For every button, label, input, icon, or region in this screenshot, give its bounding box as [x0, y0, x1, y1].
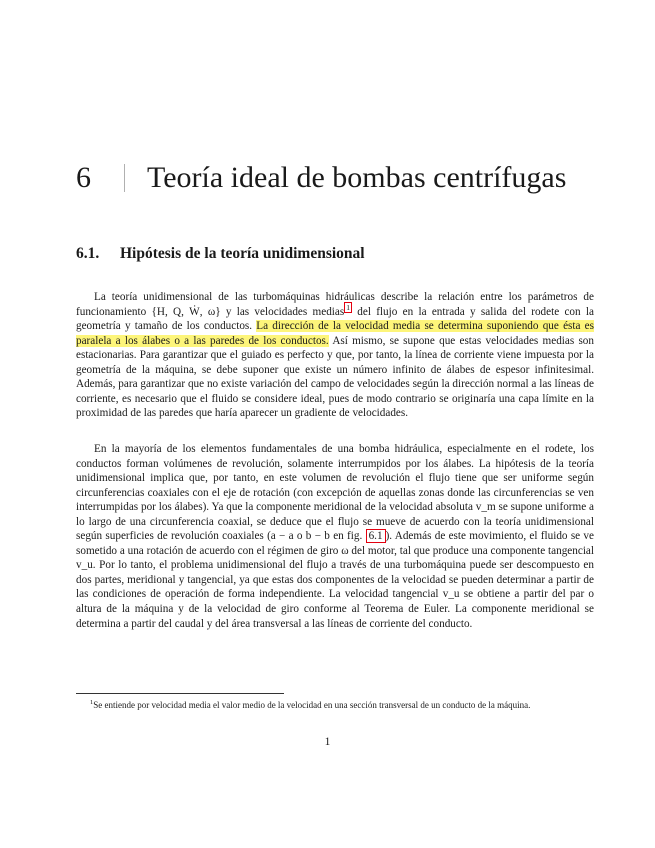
footnote — [76, 697, 594, 711]
paragraph-2-text-a: En la mayoría de los elementos fundamentales de una bomba hidráulica, especialmente en el rodete, los conductos forman volúmenes de revolución, solamente interrumpidos por los álabes. La hipótesis de la teoría unidimensional implica que, por tanto, en este volumen de revolución el flujo tiene que ser uniforme según circunferencias coaxiales con el eje de rotación (con excepción de aquellas zonas donde las circunferencias se ven interrumpidas por los álabes). Ya que la componente meridional de la velocidad absoluta v_m se supone uniforme a lo largo de una circunferencia coaxial, se deduce que el flujo se mueve de acuerdo con la teoría unidimensional según superficies de revolución coaxiales (a − a o b − b en fig. — [76, 443, 594, 543]
footnote-text: Se entiende por velocidad media el valor medio de la velocidad en una sección transversal de un conducto de la máquina. — [93, 700, 531, 710]
footnote-rule — [76, 693, 284, 694]
paragraph-1 — [76, 290, 594, 421]
paragraph-2-text-b: ). Además de este movimiento, el fluido se ve sometido a una rotación de acuerdo con el régimen de giro ω del motor, tal que produce una componente tangencial v_u. Por lo tanto, el problema unidimensional del flujo a través de una turbomáquina puede ser descompuesto en dos partes, meridional y tangencial, ya que estas dos componentes de la velocidad se pueden determinar a partir de las condiciones de operación de forma independiente. La velocidad tangencial v_u se obtiene a partir del par o altura de la máquina y de la velocidad de giro conforme al Teorema de Euler. La componente meridional se determina a partir del caudal y del área transversal a las líneas de corriente del conducto. — [76, 530, 594, 630]
paragraph-1-text-b: del flujo en la entrada y salida del rodete con la geometría y tamaño de los conductos. — [76, 305, 594, 333]
paragraph-1-text-c: Así mismo, se supone que estas velocidades medias son estacionarias. Para garantizar que el guiado es perfecto y que, por tanto, la línea de corriente viene impuesta por la geometría de la máquina, se debe suponer que existe un número infinito de álabes de espesor infinitesimal. Además, para garantizar que no existe variación del campo de velocidades según la dirección normal a las líneas de corriente, es necesario que el fluido se considere ideal, pues de modo contrario se originaría una capa límite en la proximidad de las paredes que haría aparecer un gradiente de velocidades. — [76, 334, 594, 420]
section-heading — [76, 244, 596, 264]
chapter-heading — [76, 162, 596, 194]
footnote-mark: 1 — [90, 699, 94, 706]
highlighted-text[interactable]: La dirección de la velocidad media se determina suponiendo que ésta es paralela a los álabes o a las paredes de los conductos. — [76, 320, 594, 347]
page-number: 1 — [324, 736, 331, 748]
chapter-number: 6 — [76, 161, 91, 194]
section-title: Hipótesis de la teoría unidimensional — [120, 245, 365, 262]
footnote-link[interactable]: 1 — [346, 302, 350, 312]
section-number: 6.1. — [76, 245, 100, 262]
paragraph-1-text-a: La teoría unidimensional de las turbomáquinas hidráulicas describe la relación entre los parámetros de funcionamiento {H, Q, Ẇ, ω} y las velocidades medias — [76, 291, 594, 318]
chapter-divider — [124, 164, 125, 192]
chapter-title: Teoría ideal de bombas centrífugas — [147, 161, 567, 194]
figure-link[interactable]: 6.1 — [366, 529, 386, 543]
paragraph-2 — [76, 442, 594, 631]
